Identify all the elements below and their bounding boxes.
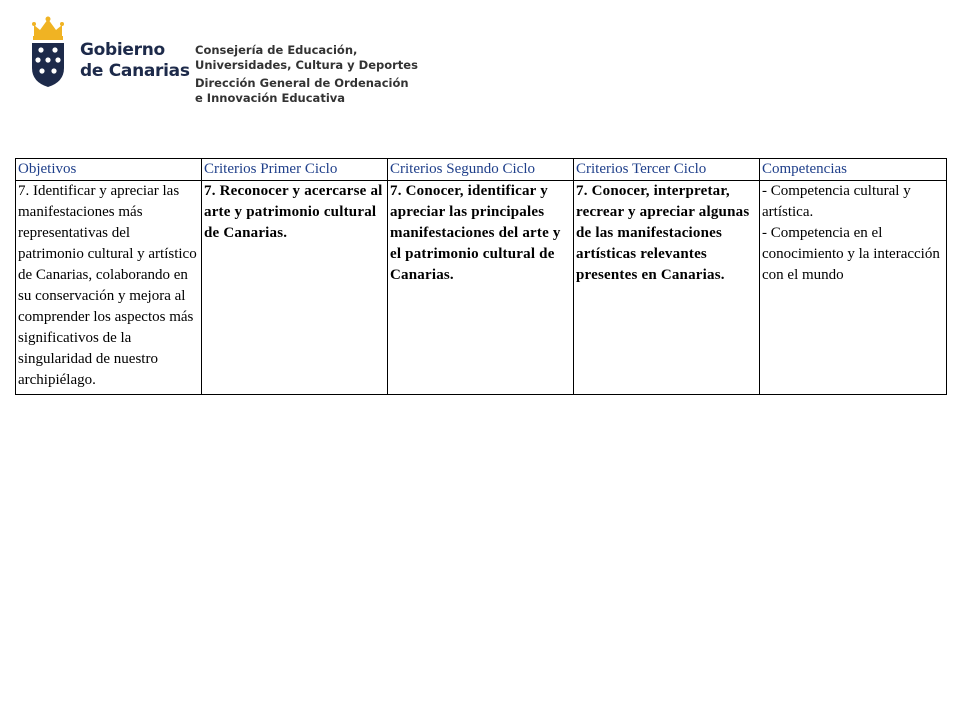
dept-line-3: Dirección General de Ordenación [195,76,409,90]
cell-criterio-segundo-ciclo: 7. Conocer, identificar y apreciar las principales manifestaciones del arte y el patrimonio cultural de Canarias. [388,181,574,395]
header-objetivos: Objetivos [16,159,202,181]
table-header-row [16,159,947,181]
brand-name [80,40,210,82]
header-competencias: Competencias [760,159,947,181]
header-criterios-primer-ciclo: Criterios Primer Ciclo [202,159,388,181]
brand-line-1: Gobierno [80,40,165,60]
dept-line-2: Universidades, Cultura y Deportes [195,58,418,72]
department-name [195,43,435,106]
competencia-item: - Competencia en el conocimiento y la interacción con el mundo [762,225,940,283]
cell-competencias [760,181,947,395]
header-criterios-segundo-ciclo: Criterios Segundo Ciclo [388,159,574,181]
dept-line-1: Consejería de Educación, [195,43,358,57]
dept-line-4: e Innovación Educativa [195,91,346,105]
brand-line-2: de Canarias [80,61,190,81]
gobierno-canarias-crest-icon [30,16,66,88]
cell-criterio-tercer-ciclo: 7. Conocer, interpretar, recrear y apreciar algunas de las manifestaciones artísticas relevantes presentes en Canarias. [574,181,760,395]
document-header [30,16,450,108]
header-criterios-tercer-ciclo: Criterios Tercer Ciclo [574,159,760,181]
cell-criterio-primer-ciclo: 7. Reconocer y acercarse al arte y patrimonio cultural de Canarias. [202,181,388,395]
cell-objetivo: 7. Identificar y apreciar las manifestaciones más representativas del patrimonio cultural y artístico de Canarias, colaborando en su conservación y mejora al comprender los aspectos más significativos de la singularidad de nuestro archipiélago. [16,181,202,395]
table-row [16,181,947,395]
competencia-item: - Competencia cultural y artística. [762,183,911,220]
criteria-table [15,158,947,395]
